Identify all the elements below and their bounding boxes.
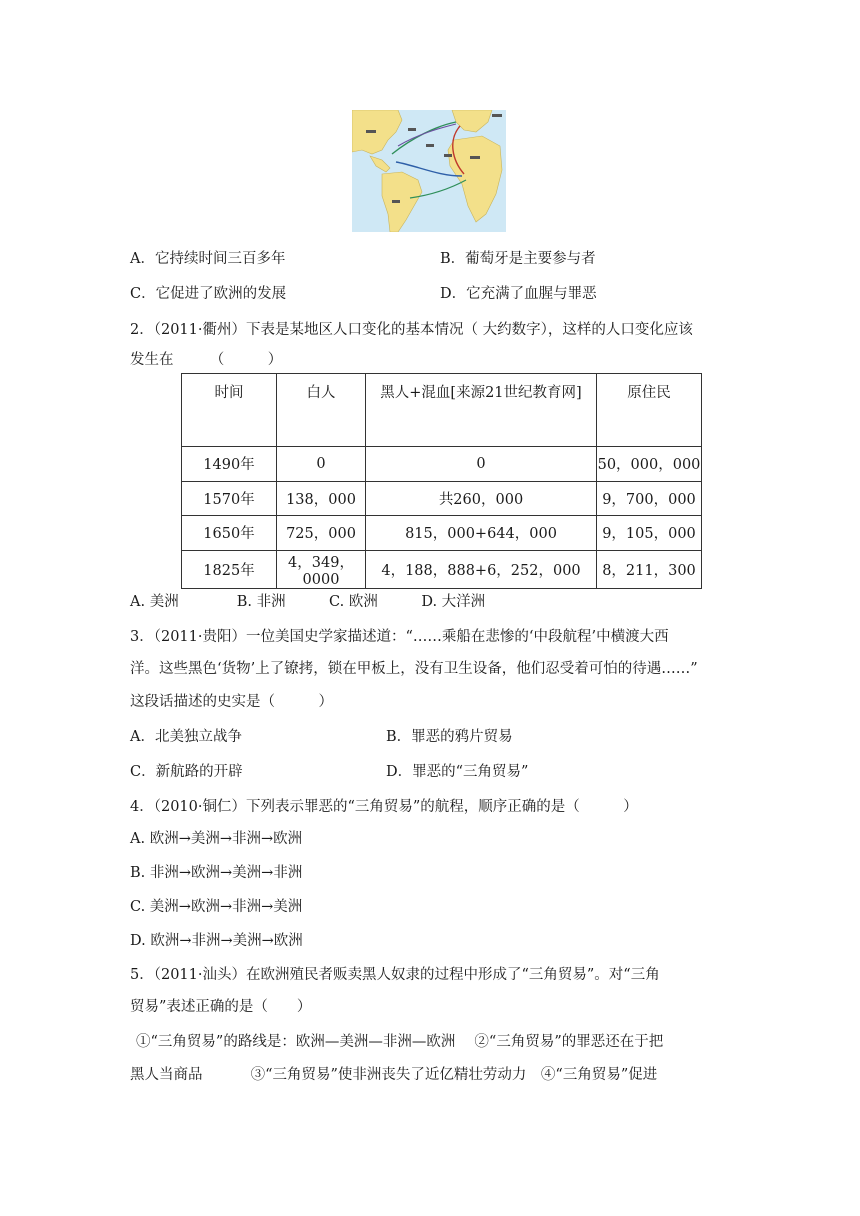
q5-stem-line2: 贸易”表述正确的是（ ） <box>130 999 312 1015</box>
table-row <box>182 447 702 482</box>
cell-white: 725，000 <box>277 516 366 551</box>
q3-option-d[interactable]: D．罪恶的“三角贸易” <box>386 764 529 780</box>
table-row <box>182 516 702 551</box>
cell-black-mixed: 4，188，888+6，252，000 <box>366 550 597 588</box>
q1-option-a[interactable]: A．它持续时间三百多年 <box>130 251 286 267</box>
header-native: 原住民 <box>597 374 702 447</box>
cell-native: 8，211，300 <box>597 550 702 588</box>
table-row <box>182 481 702 516</box>
triangle-trade-map <box>352 110 506 232</box>
cell-native: 50，000，000 <box>597 447 702 482</box>
header-white: 白人 <box>277 374 366 447</box>
cell-white: 0 <box>277 447 366 482</box>
cell-year: 1825年 <box>182 550 277 588</box>
cell-black-mixed: 0 <box>366 447 597 482</box>
cell-black-mixed: 815，000+644，000 <box>366 516 597 551</box>
q4-option-d[interactable]: D. 欧洲→非洲→美洲→欧洲 <box>130 933 303 949</box>
header-black-mixed: 黑人+混血[来源21世纪教育网] <box>366 374 597 447</box>
q3-stem-line1: 3．（2011·贵阳）一位美国史学家描述道：“……乘船在悲惨的‘中段航程’中横渡大西 <box>130 629 669 645</box>
table-header-row <box>182 374 702 447</box>
cell-year: 1570年 <box>182 481 277 516</box>
q5-stem-line4: 黑人当商品 ③“三角贸易”使非洲丧失了近亿精壮劳动力 ④“三角贸易”促进 <box>130 1067 658 1083</box>
header-time: 时间 <box>182 374 277 447</box>
q1-option-b[interactable]: B．葡萄牙是主要参与者 <box>440 251 596 267</box>
cell-white: 4，349，0000 <box>277 550 366 588</box>
cell-black-mixed: 共260，000 <box>366 481 597 516</box>
q2-options[interactable]: A. 美洲 B. 非洲 C. 欧洲 D. 大洋洲 <box>130 594 486 610</box>
cell-native: 9，700，000 <box>597 481 702 516</box>
cell-year: 1490年 <box>182 447 277 482</box>
q3-stem-line3: 这段话描述的史实是（ ） <box>130 694 333 710</box>
q4-option-c[interactable]: C. 美洲→欧洲→非洲→美洲 <box>130 899 303 915</box>
population-table <box>181 373 702 589</box>
q4-option-b[interactable]: B. 非洲→欧洲→美洲→非洲 <box>130 865 303 881</box>
q3-stem-line2: 洋。这些黑色‘货物’上了镣拷，锁在甲板上，没有卫生设备，他们忍受着可怕的待遇……” <box>130 661 698 677</box>
q3-option-c[interactable]: C．新航路的开辟 <box>130 764 243 780</box>
q2-stem-line1: 2．（2011·衢州）下表是某地区人口变化的基本情况（ 大约数字），这样的人口变化应该 <box>130 322 693 338</box>
cell-year: 1650年 <box>182 516 277 551</box>
cell-native: 9，105，000 <box>597 516 702 551</box>
table-row <box>182 550 702 588</box>
cell-white: 138，000 <box>277 481 366 516</box>
q3-option-b[interactable]: B．罪恶的鸦片贸易 <box>386 729 513 745</box>
q1-option-c[interactable]: C．它促进了欧洲的发展 <box>130 286 287 302</box>
q2-stem-line2: 发生在 （ ） <box>130 352 283 368</box>
q4-stem: 4．（2010·铜仁）下列表示罪恶的“三角贸易”的航程，顺序正确的是（ ） <box>130 799 638 815</box>
q3-option-a[interactable]: A．北美独立战争 <box>130 729 242 745</box>
q1-option-d[interactable]: D．它充满了血腥与罪恶 <box>440 286 597 302</box>
map-illustration <box>352 110 506 232</box>
q4-option-a[interactable]: A. 欧洲→美洲→非洲→欧洲 <box>130 831 303 847</box>
q5-stem-line3: ①“三角贸易”的路线是：欧洲—美洲—非洲—欧洲 ②“三角贸易”的罪恶还在于把 <box>136 1034 664 1050</box>
q5-stem-line1: 5．（2011·汕头）在欧洲殖民者贩卖黑人奴隶的过程中形成了“三角贸易”。对“三角 <box>130 967 660 983</box>
